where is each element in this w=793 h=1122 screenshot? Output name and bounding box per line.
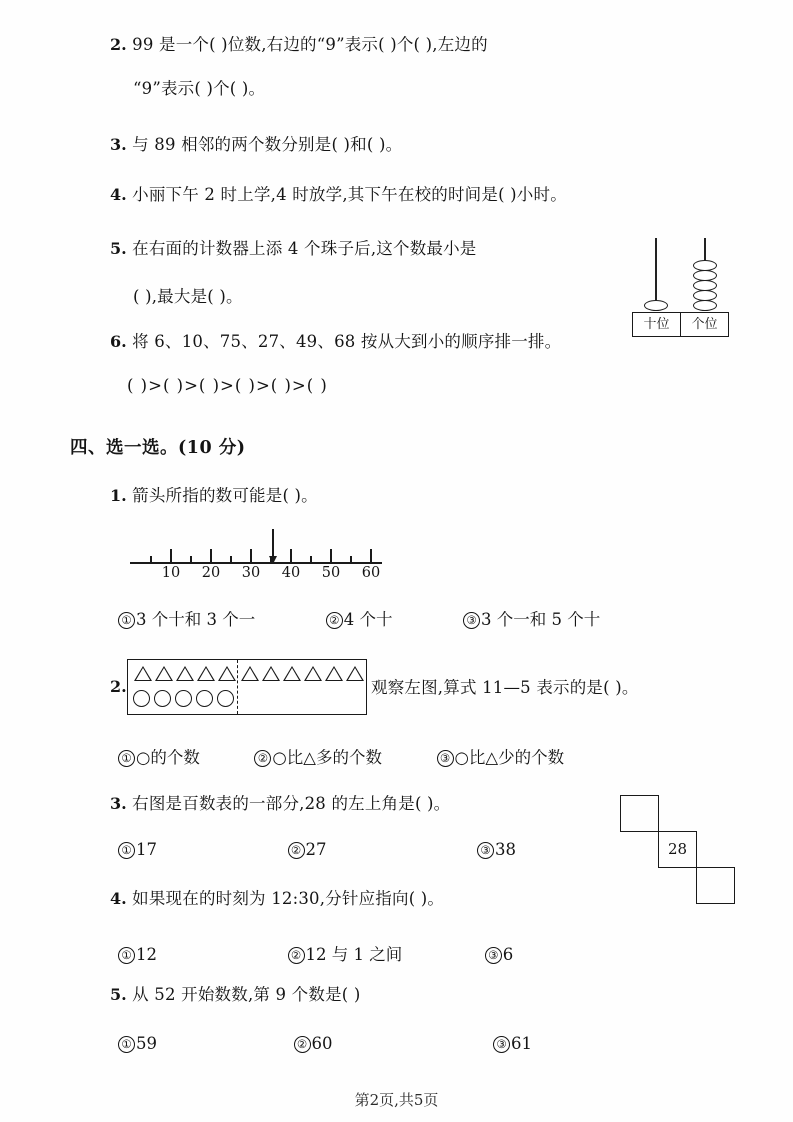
option-text-3: ○比△少的个数	[454, 748, 565, 767]
question-4-text: 小丽下午 2 时上学,4 时放学,其下午在校的时间是( )小时。	[132, 185, 567, 204]
option-text-1: 3 个十和 3 个一	[136, 610, 256, 629]
ones-bead	[693, 300, 717, 311]
choice-3-option-3[interactable]	[477, 840, 516, 859]
shapes-figure	[127, 659, 367, 715]
number-line-tick-major	[370, 549, 372, 563]
choice-1-option-1[interactable]	[118, 606, 255, 630]
choice-question-3-options	[118, 840, 516, 859]
triangle-shape	[325, 666, 343, 681]
choice-question-1-options	[118, 606, 600, 630]
number-line-tick-major	[250, 549, 252, 563]
choice-question-1-text: 箭头所指的数可能是( )。	[132, 486, 318, 505]
option-marker-3: ③	[463, 612, 480, 629]
number-line-label: 10	[161, 565, 181, 581]
chart-cell-empty-top	[620, 795, 659, 832]
choice-4-option-1[interactable]	[118, 945, 157, 964]
number-line-tick-major	[330, 549, 332, 563]
question-6-answer-row[interactable]	[127, 377, 328, 394]
choice-question-4-stem	[110, 890, 444, 908]
option-text-3: 6	[502, 945, 514, 964]
choice-question-3-stem	[110, 795, 450, 813]
question-6-line	[110, 333, 561, 351]
number-line-label: 40	[281, 565, 301, 581]
option-text-1: ○的个数	[136, 748, 200, 767]
option-marker-2: ②	[326, 612, 343, 629]
number-line-label: 20	[201, 565, 221, 581]
choice-question-5-text: 从 52 开始数数,第 9 个数是( )	[132, 985, 361, 1004]
triangle-shape	[241, 666, 259, 681]
option-marker-1: ①	[118, 947, 135, 964]
ones-bead	[693, 290, 717, 301]
page-number-text: 第2页,共5页	[354, 1091, 439, 1109]
question-4-line	[110, 186, 567, 204]
number-line-label: 50	[321, 565, 341, 581]
number-line-tick-major	[170, 549, 172, 563]
option-text-3: 61	[511, 1034, 532, 1053]
choice-question-5-options	[118, 1034, 532, 1053]
tens-place-label-box	[632, 312, 681, 337]
choice-question-5-number: 5.	[110, 985, 127, 1004]
choice-2-option-1[interactable]	[118, 744, 200, 768]
choice-4-option-2[interactable]	[288, 941, 403, 965]
question-5-text-line-2: ( ),最大是( )。	[133, 287, 243, 306]
question-5-text-line-1: 在右面的计数器上添 4 个珠子后,这个数最小是	[132, 239, 477, 258]
option-text-2: ○比△多的个数	[272, 748, 382, 767]
choice-3-option-2[interactable]	[288, 840, 327, 859]
option-text-1: 17	[136, 840, 157, 859]
choice-5-option-3[interactable]	[493, 1034, 532, 1053]
number-line-tick-minor	[230, 556, 232, 563]
choice-question-4-number: 4.	[110, 889, 127, 908]
triangle-shape	[134, 666, 152, 681]
option-text-3: 3 个一和 5 个十	[480, 610, 601, 629]
option-text-2: 12 与 1 之间	[305, 945, 403, 964]
option-marker-2: ②	[254, 750, 271, 767]
number-line-tick-minor	[310, 556, 312, 563]
choice-question-2-stem	[371, 679, 639, 696]
circle-shape	[154, 690, 171, 707]
triangle-shape	[218, 666, 236, 681]
chart-cell-28	[658, 831, 697, 868]
question-6-number: 6.	[110, 332, 127, 351]
choice-1-option-3[interactable]	[463, 606, 600, 630]
choice-question-4-text: 如果现在的时刻为 12:30,分针应指向( )。	[132, 889, 445, 908]
choice-question-1-stem	[110, 487, 318, 505]
option-marker-2: ②	[288, 947, 305, 964]
choice-question-3-text: 右图是百数表的一部分,28 的左上角是( )。	[132, 794, 451, 813]
option-marker-1: ①	[118, 750, 135, 767]
question-3-line	[110, 136, 402, 154]
choice-question-2-text: 观察左图,算式 11—5 表示的是( )。	[371, 678, 639, 697]
option-marker-3: ③	[437, 750, 454, 767]
hundred-chart-fragment	[614, 793, 724, 898]
ones-place-label: 个位	[691, 317, 718, 332]
question-4-number: 4.	[110, 185, 127, 204]
option-text-3: 38	[495, 840, 516, 859]
circle-shape	[217, 690, 234, 707]
choice-1-option-2[interactable]	[326, 606, 393, 630]
choice-question-5-stem	[110, 986, 361, 1004]
option-marker-2: ②	[294, 1036, 311, 1053]
option-marker-1: ①	[118, 612, 135, 629]
question-2-text-line-2: “9”表示( )个( )。	[133, 79, 266, 98]
section-heading-text: 四、选一选。(10 分)	[70, 438, 246, 458]
tens-place-label: 十位	[643, 317, 670, 332]
option-text-1: 12	[136, 945, 157, 964]
choice-5-option-2[interactable]	[294, 1034, 333, 1053]
option-marker-3: ③	[493, 1036, 510, 1053]
choice-question-3-number: 3.	[110, 794, 127, 813]
triangle-shape	[346, 666, 364, 681]
choice-2-option-3[interactable]	[437, 744, 565, 768]
choice-2-option-2[interactable]	[254, 744, 382, 768]
choice-question-2-number-text: 2.	[110, 677, 127, 696]
question-5-line-2	[133, 288, 243, 305]
question-5-line-1	[110, 240, 477, 258]
question-6-blank-sequence: ( )>( )>( )>( )>( )>( )	[127, 376, 328, 395]
option-text-1: 59	[136, 1034, 157, 1053]
choice-question-2-number	[110, 679, 127, 696]
choice-4-option-3[interactable]	[485, 945, 514, 964]
number-line-tick-minor	[350, 556, 352, 563]
choice-question-4-options	[118, 941, 513, 965]
number-line-label: 60	[361, 565, 381, 581]
ones-bead	[693, 280, 717, 291]
question-3-number: 3.	[110, 135, 127, 154]
question-2-text-line-1: 99 是一个( )位数,右边的“9”表示( )个( ),左边的	[132, 35, 488, 54]
option-text-2: 4 个十	[343, 610, 393, 629]
choice-question-2-options	[118, 744, 564, 768]
triangle-shape	[304, 666, 322, 681]
question-2-line-1	[110, 36, 488, 54]
tens-bead	[644, 300, 668, 311]
question-5-number: 5.	[110, 239, 127, 258]
page-footer	[0, 1089, 793, 1110]
number-line-tick-major	[210, 549, 212, 563]
number-line-tick-major	[290, 549, 292, 563]
number-line-tick-minor	[150, 556, 152, 563]
shapes-divider	[237, 660, 238, 714]
number-line-figure	[128, 527, 390, 589]
chart-cell-empty-bottom	[696, 867, 735, 904]
triangle-shape	[262, 666, 280, 681]
question-2-number: 2.	[110, 35, 127, 54]
number-line-axis	[130, 562, 382, 564]
triangle-shape	[283, 666, 301, 681]
ones-bead	[693, 270, 717, 281]
choice-5-option-1[interactable]	[118, 1034, 157, 1053]
option-text-2: 60	[311, 1034, 333, 1053]
option-marker-1: ①	[118, 1036, 135, 1053]
question-3-text: 与 89 相邻的两个数分别是( )和( )。	[132, 135, 403, 154]
choice-question-1-number: 1.	[110, 486, 127, 505]
circle-shape	[175, 690, 192, 707]
number-line-tick-minor	[190, 556, 192, 563]
triangle-shape	[176, 666, 194, 681]
counter-diagram	[632, 234, 732, 342]
number-line-label: 30	[241, 565, 261, 581]
option-marker-2: ②	[288, 842, 305, 859]
ones-place-label-box	[680, 312, 729, 337]
section-heading-choice	[70, 434, 246, 459]
circle-shape	[133, 690, 150, 707]
option-marker-3: ③	[477, 842, 494, 859]
number-line-arrow-icon	[269, 556, 277, 564]
circle-shape	[196, 690, 213, 707]
question-2-line-2	[133, 80, 265, 97]
option-text-2: 27	[305, 840, 327, 859]
triangle-shape	[197, 666, 215, 681]
option-marker-1: ①	[118, 842, 135, 859]
ones-bead	[693, 260, 717, 271]
chart-cell-text: 28	[667, 840, 688, 858]
choice-3-option-1[interactable]	[118, 840, 157, 859]
option-marker-3: ③	[485, 947, 502, 964]
triangle-shape	[155, 666, 173, 681]
question-6-text: 将 6、10、75、27、49、68 按从大到小的顺序排一排。	[132, 332, 562, 351]
